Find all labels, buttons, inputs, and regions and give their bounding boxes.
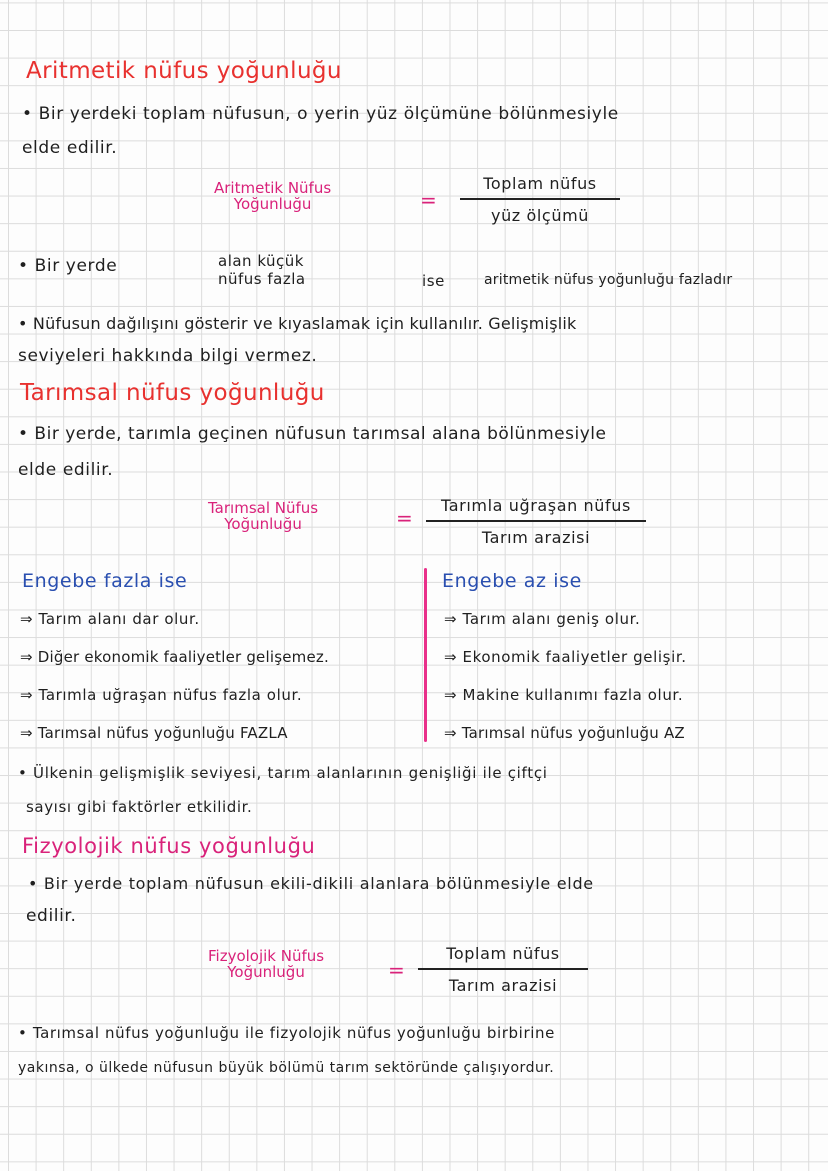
fizyolojik-note-line-1: • Tarımsal nüfus yoğunluğu ile fizyolojik nüfus yoğunluğu birbirine (18, 1024, 555, 1042)
tarimsal-formula-equals: = (396, 506, 413, 530)
right-column-header: Engebe az ise (442, 570, 582, 592)
left-column-item-2: ⇒ Diğer ekonomik faaliyetler gelişemez. (20, 648, 329, 666)
right-column-item-1: ⇒ Tarım alanı geniş olur. (444, 610, 641, 628)
aritmetik-condition-bullet: • Bir yerde (18, 256, 118, 276)
aritmetik-formula-numerator: Toplam nüfus (483, 174, 597, 193)
aritmetik-condition-result: aritmetik nüfus yoğunluğu fazladır (484, 272, 733, 288)
left-column-item-1: ⇒ Tarım alanı dar olur. (20, 610, 200, 628)
fraction-bar (460, 198, 620, 200)
left-column-item-4: ⇒ Tarımsal nüfus yoğunluğu FAZLA (20, 724, 288, 742)
fizyolojik-formula-label-line-1: Fizyolojik Nüfus (208, 947, 325, 965)
tarimsal-note-line-1: • Ülkenin gelişmişlik seviyesi, tarım alanlarının genişliği ile çiftçi (18, 764, 548, 782)
fizyolojik-note-line-2: yakınsa, o ülkede nüfusun büyük bölümü tarım sektöründe çalışıyordur. (18, 1060, 555, 1076)
tarimsal-definition-line-2: elde edilir. (18, 460, 114, 480)
fizyolojik-formula-numerator: Toplam nüfus (446, 944, 560, 963)
fraction-bar (426, 520, 646, 522)
tarimsal-formula-denominator: Tarım arazisi (481, 527, 591, 547)
tarimsal-definition-line-1: • Bir yerde, tarımla geçinen nüfusun tarımsal alana bölünmesiyle (18, 424, 607, 444)
aritmetik-formula-label (214, 180, 331, 212)
aritmetik-formula-equals: = (420, 188, 437, 212)
fizyolojik-formula-equals: = (388, 958, 405, 982)
right-column-item-3: ⇒ Makine kullanımı fazla olur. (444, 686, 684, 704)
fizyolojik-formula-label (208, 948, 324, 980)
aritmetik-condition-2: nüfus fazla (218, 270, 306, 288)
tarimsal-title: Tarımsal nüfus yoğunluğu (20, 380, 325, 406)
fraction-bar (418, 968, 588, 970)
column-divider (424, 568, 427, 742)
tarimsal-note-line-2: sayısı gibi faktörler etkilidir. (26, 798, 253, 816)
aritmetik-formula-label-line-1: Aritmetik Nüfus (214, 179, 332, 197)
aritmetik-formula-label-line-2: Yoğunluğu (233, 195, 312, 213)
left-column-header: Engebe fazla ise (22, 570, 188, 592)
tarimsal-formula-label-line-2: Yoğunluğu (224, 515, 302, 533)
left-column-item-3: ⇒ Tarımla uğraşan nüfus fazla olur. (20, 686, 303, 704)
right-column-item-4: ⇒ Tarımsal nüfus yoğunluğu AZ (444, 724, 685, 742)
tarimsal-formula-numerator: Tarımla uğraşan nüfus (441, 496, 631, 515)
fizyolojik-formula-label-line-2: Yoğunluğu (227, 963, 305, 981)
aritmetik-title: Aritmetik nüfus yoğunluğu (26, 58, 342, 84)
fizyolojik-formula-fraction (418, 944, 588, 995)
aritmetik-condition-ise: ise (422, 272, 446, 290)
aritmetik-definition-line-2: elde edilir. (22, 138, 118, 158)
right-column-item-2: ⇒ Ekonomik faaliyetler gelişir. (444, 648, 687, 666)
fizyolojik-title: Fizyolojik nüfus yoğunluğu (22, 834, 316, 858)
aritmetik-formula-fraction (460, 174, 620, 225)
tarimsal-formula-fraction (426, 496, 646, 547)
fizyolojik-formula-denominator: Tarım arazisi (448, 975, 558, 995)
aritmetik-note-line-2: seviyeleri hakkında bilgi vermez. (18, 346, 318, 366)
aritmetik-formula-denominator: yüz ölçümü (491, 205, 589, 225)
aritmetik-definition-line-1: • Bir yerdeki toplam nüfusun, o yerin yüz ölçümüne bölünmesiyle (22, 104, 619, 124)
aritmetik-condition-1: alan küçük (218, 252, 304, 270)
fizyolojik-definition-line-2: edilir. (26, 906, 77, 926)
tarimsal-formula-label (208, 500, 318, 532)
fizyolojik-definition-line-1: • Bir yerde toplam nüfusun ekili-dikili alanlara bölünmesiyle elde (28, 874, 594, 893)
aritmetik-condition-stack (218, 252, 306, 288)
aritmetik-note-line-1: • Nüfusun dağılışını gösterir ve kıyaslamak için kullanılır. Gelişmişlik (18, 314, 577, 333)
tarimsal-formula-label-line-1: Tarımsal Nüfus (208, 499, 319, 517)
